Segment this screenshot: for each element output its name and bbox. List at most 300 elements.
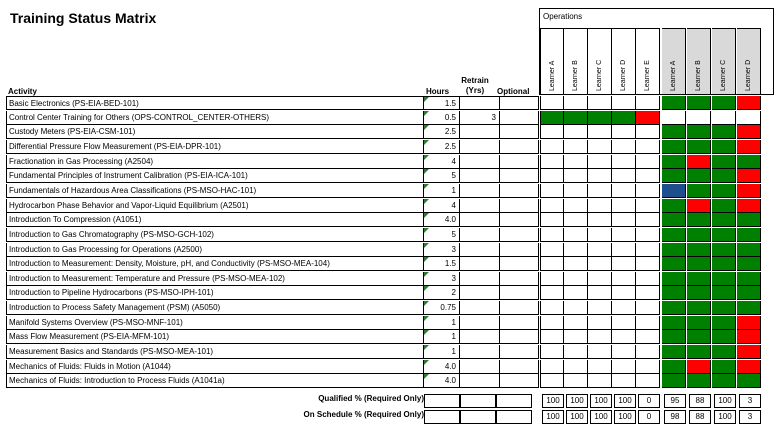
- status-cell[interactable]: [737, 243, 761, 257]
- table-row[interactable]: [6, 301, 776, 315]
- status-cell[interactable]: [612, 111, 636, 125]
- retrain-cell: [460, 184, 500, 198]
- status-cell[interactable]: [636, 374, 660, 388]
- optional-cell: [500, 360, 539, 374]
- status-cell[interactable]: [588, 257, 612, 271]
- status-cell[interactable]: [687, 243, 711, 257]
- status-cell[interactable]: [687, 169, 711, 183]
- status-cell[interactable]: [662, 111, 686, 125]
- status-cell[interactable]: [687, 213, 711, 227]
- hours-value: 2.5: [444, 127, 456, 136]
- schedule-percent-cell: 100: [714, 410, 736, 424]
- status-cell[interactable]: [712, 140, 736, 154]
- optional-cell: [500, 96, 539, 110]
- table-row[interactable]: [6, 374, 776, 388]
- status-cell[interactable]: [712, 286, 736, 300]
- status-cell[interactable]: [612, 140, 636, 154]
- hours-cell: [424, 257, 460, 271]
- status-cell[interactable]: [636, 301, 660, 315]
- cell-marker-icon: [424, 330, 429, 335]
- status-cell[interactable]: [588, 169, 612, 183]
- status-cell[interactable]: [612, 155, 636, 169]
- status-cell[interactable]: [636, 213, 660, 227]
- status-cell[interactable]: [687, 286, 711, 300]
- hours-value: 2: [451, 288, 456, 297]
- status-cell[interactable]: [737, 155, 761, 169]
- status-cell[interactable]: [687, 96, 711, 110]
- status-cell[interactable]: [636, 257, 660, 271]
- optional-cell: [500, 330, 539, 344]
- retrain-cell: [460, 213, 500, 227]
- footer-empty-cell: [424, 394, 460, 408]
- status-cell[interactable]: [540, 286, 564, 300]
- status-cell[interactable]: [564, 374, 588, 388]
- cell-marker-icon: [424, 184, 429, 189]
- status-cell[interactable]: [588, 316, 612, 330]
- status-cell[interactable]: [662, 184, 686, 198]
- status-cell[interactable]: [662, 140, 686, 154]
- table-row[interactable]: [6, 272, 776, 286]
- status-cell[interactable]: [540, 155, 564, 169]
- status-cell[interactable]: [662, 228, 686, 242]
- cell-marker-icon: [424, 111, 429, 116]
- status-cell[interactable]: [737, 213, 761, 227]
- status-cell[interactable]: [588, 184, 612, 198]
- status-cell[interactable]: [662, 243, 686, 257]
- status-cell[interactable]: [662, 169, 686, 183]
- activity-cell: Mechanics of Fluids: Fluids in Motion (A1044): [6, 360, 424, 374]
- learner-header-cell: [564, 28, 588, 95]
- status-cell[interactable]: [612, 301, 636, 315]
- status-cell[interactable]: [737, 184, 761, 198]
- status-cell[interactable]: [636, 140, 660, 154]
- status-cell[interactable]: [636, 272, 660, 286]
- cell-marker-icon: [424, 345, 429, 350]
- status-cell[interactable]: [712, 243, 736, 257]
- status-cell[interactable]: [662, 286, 686, 300]
- status-cell[interactable]: [588, 96, 612, 110]
- qualified-percent-cell: 100: [714, 394, 736, 408]
- status-cell[interactable]: [612, 374, 636, 388]
- activity-cell: Introduction to Measurement: Temperature and Pressure (PS-MSO-MEA-102): [6, 272, 424, 286]
- status-cell[interactable]: [687, 257, 711, 271]
- hours-cell: [424, 96, 460, 110]
- status-cell[interactable]: [636, 286, 660, 300]
- status-cell[interactable]: [588, 301, 612, 315]
- status-cell[interactable]: [564, 272, 588, 286]
- retrain-cell: [460, 243, 500, 257]
- hours-cell: [424, 155, 460, 169]
- status-cell[interactable]: [636, 345, 660, 359]
- hours-value: 4.0: [444, 376, 456, 385]
- status-cell[interactable]: [712, 184, 736, 198]
- learner-name: Learner E: [644, 60, 651, 91]
- retrain-header: Retrain (Yrs): [461, 76, 489, 95]
- cell-marker-icon: [424, 301, 429, 306]
- table-row[interactable]: [6, 228, 776, 242]
- status-cell[interactable]: [687, 155, 711, 169]
- activity-cell: Measurement Basics and Standards (PS-MSO-MEA-101): [6, 345, 424, 359]
- status-cell[interactable]: [687, 330, 711, 344]
- status-cell[interactable]: [540, 125, 564, 139]
- status-cell[interactable]: [737, 199, 761, 213]
- status-cell[interactable]: [636, 184, 660, 198]
- status-cell[interactable]: [564, 345, 588, 359]
- status-cell[interactable]: [662, 96, 686, 110]
- status-cell[interactable]: [712, 111, 736, 125]
- retrain-cell: [460, 316, 500, 330]
- table-row[interactable]: [6, 111, 776, 125]
- hours-value: 4: [451, 157, 456, 166]
- table-row[interactable]: [6, 213, 776, 227]
- retrain-cell: [460, 272, 500, 286]
- status-cell[interactable]: [564, 228, 588, 242]
- status-cell[interactable]: [712, 330, 736, 344]
- hours-value: 1: [451, 347, 456, 356]
- status-cell[interactable]: [564, 316, 588, 330]
- table-row[interactable]: [6, 360, 776, 374]
- learner-name: Learner A: [549, 60, 556, 91]
- status-cell[interactable]: [564, 140, 588, 154]
- table-row[interactable]: [6, 140, 776, 154]
- activity-cell: Differential Pressure Flow Measurement (PS-EIA-DPR-101): [6, 140, 424, 154]
- retrain-cell: [460, 286, 500, 300]
- status-cell[interactable]: [540, 316, 564, 330]
- status-cell[interactable]: [588, 272, 612, 286]
- status-cell[interactable]: [564, 155, 588, 169]
- status-cell[interactable]: [662, 360, 686, 374]
- status-cell[interactable]: [564, 184, 588, 198]
- status-cell[interactable]: [737, 286, 761, 300]
- status-cell[interactable]: [636, 169, 660, 183]
- hours-value: 3: [451, 274, 456, 283]
- status-cell[interactable]: [636, 228, 660, 242]
- status-cell[interactable]: [687, 272, 711, 286]
- status-cell[interactable]: [588, 243, 612, 257]
- table-row[interactable]: [6, 169, 776, 183]
- status-cell[interactable]: [540, 111, 564, 125]
- status-cell[interactable]: [564, 213, 588, 227]
- status-cell[interactable]: [712, 228, 736, 242]
- status-cell[interactable]: [588, 345, 612, 359]
- activity-cell: Introduction to Gas Processing for Operations (A2500): [6, 243, 424, 257]
- status-cell[interactable]: [612, 360, 636, 374]
- status-cell[interactable]: [712, 155, 736, 169]
- status-cell[interactable]: [564, 286, 588, 300]
- status-cell[interactable]: [540, 140, 564, 154]
- schedule-percent-cell: 88: [689, 410, 711, 424]
- status-cell[interactable]: [612, 257, 636, 271]
- activity-cell: Fundamental Principles of Instrument Calibration (PS-EIA-ICA-101): [6, 169, 424, 183]
- status-cell[interactable]: [636, 111, 660, 125]
- optional-cell: [500, 316, 539, 330]
- status-cell[interactable]: [687, 374, 711, 388]
- status-cell[interactable]: [612, 243, 636, 257]
- status-cell[interactable]: [662, 272, 686, 286]
- status-cell[interactable]: [687, 345, 711, 359]
- status-cell[interactable]: [712, 213, 736, 227]
- status-cell[interactable]: [737, 345, 761, 359]
- status-cell[interactable]: [662, 155, 686, 169]
- table-row[interactable]: [6, 155, 776, 169]
- qualified-percent-cell: 88: [689, 394, 711, 408]
- hours-cell: [424, 111, 460, 125]
- status-cell[interactable]: [737, 257, 761, 271]
- learner-name: Learner B: [695, 60, 702, 91]
- status-cell[interactable]: [540, 301, 564, 315]
- status-cell[interactable]: [737, 169, 761, 183]
- activity-cell: Basic Electronics (PS-EIA-BED-101): [6, 96, 424, 110]
- optional-cell: [500, 169, 539, 183]
- status-cell[interactable]: [588, 155, 612, 169]
- status-cell[interactable]: [737, 330, 761, 344]
- status-cell[interactable]: [712, 316, 736, 330]
- table-row[interactable]: [6, 125, 776, 139]
- status-cell[interactable]: [662, 257, 686, 271]
- status-cell[interactable]: [564, 360, 588, 374]
- hours-value: 1: [451, 186, 456, 195]
- status-cell[interactable]: [540, 374, 564, 388]
- optional-cell: [500, 374, 539, 388]
- status-cell[interactable]: [540, 184, 564, 198]
- activity-cell: Introduction To Compression (A1051): [6, 213, 424, 227]
- status-cell[interactable]: [612, 125, 636, 139]
- schedule-percent-cell: 3: [739, 410, 761, 424]
- table-row[interactable]: [6, 345, 776, 359]
- optional-cell: [500, 301, 539, 315]
- status-cell[interactable]: [540, 96, 564, 110]
- status-cell[interactable]: [588, 374, 612, 388]
- optional-header: Optional: [497, 87, 530, 96]
- schedule-percent-cell: 98: [664, 410, 686, 424]
- status-cell[interactable]: [588, 228, 612, 242]
- hours-value: 0.5: [444, 113, 456, 122]
- status-cell[interactable]: [588, 125, 612, 139]
- status-cell[interactable]: [662, 301, 686, 315]
- status-cell[interactable]: [540, 213, 564, 227]
- cell-marker-icon: [424, 257, 429, 262]
- retrain-cell: [460, 199, 500, 213]
- hours-value: 0.75: [440, 303, 456, 312]
- status-cell[interactable]: [687, 199, 711, 213]
- status-cell[interactable]: [737, 96, 761, 110]
- learner-header-cell: [662, 28, 686, 95]
- table-row[interactable]: [6, 257, 776, 271]
- status-cell[interactable]: [712, 272, 736, 286]
- status-cell[interactable]: [564, 125, 588, 139]
- status-cell[interactable]: [712, 125, 736, 139]
- hours-cell: [424, 374, 460, 388]
- cell-marker-icon: [424, 155, 429, 160]
- learner-name: Learner C: [720, 59, 727, 91]
- hours-value: 2.5: [444, 142, 456, 151]
- status-cell[interactable]: [540, 330, 564, 344]
- hours-value: 1: [451, 332, 456, 341]
- status-cell[interactable]: [564, 96, 588, 110]
- status-cell[interactable]: [636, 243, 660, 257]
- learner-header-cell: [712, 28, 736, 95]
- status-cell[interactable]: [687, 125, 711, 139]
- status-cell[interactable]: [712, 360, 736, 374]
- status-cell[interactable]: [636, 199, 660, 213]
- status-cell[interactable]: [662, 125, 686, 139]
- status-cell[interactable]: [588, 111, 612, 125]
- table-row[interactable]: [6, 199, 776, 213]
- hours-value: 1.5: [444, 99, 456, 108]
- optional-cell: [500, 140, 539, 154]
- status-cell[interactable]: [636, 155, 660, 169]
- hours-cell: [424, 286, 460, 300]
- status-cell[interactable]: [540, 360, 564, 374]
- status-cell[interactable]: [687, 140, 711, 154]
- status-cell[interactable]: [564, 169, 588, 183]
- table-row[interactable]: [6, 286, 776, 300]
- table-row[interactable]: [6, 330, 776, 344]
- status-cell[interactable]: [636, 125, 660, 139]
- status-cell[interactable]: [612, 330, 636, 344]
- status-cell[interactable]: [540, 272, 564, 286]
- hours-value: 3: [451, 245, 456, 254]
- status-cell[interactable]: [564, 199, 588, 213]
- status-cell[interactable]: [564, 301, 588, 315]
- optional-cell: [500, 213, 539, 227]
- cell-marker-icon: [424, 272, 429, 277]
- status-cell[interactable]: [737, 374, 761, 388]
- status-cell[interactable]: [712, 257, 736, 271]
- activity-header: Activity: [8, 87, 37, 96]
- retrain-cell: 3: [460, 111, 500, 125]
- status-cell[interactable]: [712, 345, 736, 359]
- status-cell[interactable]: [662, 330, 686, 344]
- status-cell[interactable]: [588, 140, 612, 154]
- status-cell[interactable]: [662, 316, 686, 330]
- hours-value: 1: [451, 318, 456, 327]
- status-cell[interactable]: [540, 199, 564, 213]
- activity-cell: Fundamentals of Hazardous Area Classifications (PS-MSO-HAC-101): [6, 184, 424, 198]
- status-cell[interactable]: [712, 301, 736, 315]
- status-cell[interactable]: [737, 125, 761, 139]
- hours-cell: [424, 140, 460, 154]
- status-cell[interactable]: [712, 169, 736, 183]
- status-cell[interactable]: [662, 213, 686, 227]
- status-cell[interactable]: [636, 96, 660, 110]
- table-row[interactable]: [6, 184, 776, 198]
- status-cell[interactable]: [687, 360, 711, 374]
- status-cell[interactable]: [636, 360, 660, 374]
- schedule-percent-cell: 100: [614, 410, 636, 424]
- status-cell[interactable]: [612, 184, 636, 198]
- status-cell[interactable]: [540, 243, 564, 257]
- hours-value: 1.5: [444, 259, 456, 268]
- status-cell[interactable]: [612, 199, 636, 213]
- status-cell[interactable]: [588, 199, 612, 213]
- status-cell[interactable]: [612, 213, 636, 227]
- hours-value: 4.0: [444, 362, 456, 371]
- status-cell[interactable]: [612, 169, 636, 183]
- status-cell[interactable]: [564, 257, 588, 271]
- status-cell[interactable]: [712, 199, 736, 213]
- activity-cell: Control Center Training for Others (OPS-CONTROL_CENTER-OTHERS): [6, 111, 424, 125]
- table-row[interactable]: [6, 243, 776, 257]
- status-cell[interactable]: [612, 228, 636, 242]
- status-cell[interactable]: [612, 345, 636, 359]
- hours-cell: [424, 169, 460, 183]
- status-cell[interactable]: [737, 301, 761, 315]
- status-cell[interactable]: [687, 184, 711, 198]
- status-cell[interactable]: [636, 316, 660, 330]
- status-cell[interactable]: [662, 345, 686, 359]
- status-cell[interactable]: [612, 96, 636, 110]
- cell-marker-icon: [424, 169, 429, 174]
- optional-cell: [500, 272, 539, 286]
- schedule-percent-cell: 100: [590, 410, 612, 424]
- status-cell[interactable]: [737, 111, 761, 125]
- hours-value: 5: [451, 171, 456, 180]
- status-cell[interactable]: [662, 199, 686, 213]
- qualified-percent-cell: 100: [566, 394, 588, 408]
- hours-cell: [424, 360, 460, 374]
- cell-marker-icon: [424, 286, 429, 291]
- table-row[interactable]: [6, 96, 776, 110]
- status-cell[interactable]: [737, 316, 761, 330]
- status-cell[interactable]: [737, 228, 761, 242]
- status-cell[interactable]: [540, 169, 564, 183]
- activity-cell: Introduction to Measurement: Density, Moisture, pH, and Conductivity (PS-MSO-MEA-104): [6, 257, 424, 271]
- retrain-cell: [460, 155, 500, 169]
- status-cell[interactable]: [564, 243, 588, 257]
- status-cell[interactable]: [588, 286, 612, 300]
- status-cell[interactable]: [612, 286, 636, 300]
- status-cell[interactable]: [564, 330, 588, 344]
- hours-value: 4.0: [444, 215, 456, 224]
- status-cell[interactable]: [737, 272, 761, 286]
- status-cell[interactable]: [687, 111, 711, 125]
- status-cell[interactable]: [687, 316, 711, 330]
- status-cell[interactable]: [588, 330, 612, 344]
- status-cell[interactable]: [737, 360, 761, 374]
- status-cell[interactable]: [687, 228, 711, 242]
- activity-cell: Introduction to Gas Chromatography (PS-MSO-GCH-102): [6, 228, 424, 242]
- activity-cell: Introduction to Process Safety Management (PSM) (A5050): [6, 301, 424, 315]
- retrain-cell: [460, 374, 500, 388]
- cell-marker-icon: [424, 199, 429, 204]
- learner-name: Learner B: [572, 60, 579, 91]
- hours-value: 4: [451, 201, 456, 210]
- qualified-percent-cell: 95: [664, 394, 686, 408]
- status-cell[interactable]: [712, 96, 736, 110]
- hours-cell: [424, 199, 460, 213]
- status-cell[interactable]: [737, 140, 761, 154]
- activity-cell: Manifold Systems Overview (PS-MSO-MNF-101): [6, 316, 424, 330]
- status-cell[interactable]: [588, 213, 612, 227]
- optional-cell: [500, 184, 539, 198]
- status-cell[interactable]: [540, 257, 564, 271]
- status-cell[interactable]: [540, 228, 564, 242]
- status-cell[interactable]: [540, 345, 564, 359]
- status-cell[interactable]: [662, 374, 686, 388]
- status-cell[interactable]: [588, 360, 612, 374]
- status-cell[interactable]: [687, 301, 711, 315]
- table-row[interactable]: [6, 316, 776, 330]
- cell-marker-icon: [424, 213, 429, 218]
- retrain-cell: [460, 228, 500, 242]
- status-cell[interactable]: [612, 316, 636, 330]
- status-cell[interactable]: [564, 111, 588, 125]
- status-cell[interactable]: [612, 272, 636, 286]
- operations-label: Operations: [543, 12, 583, 21]
- status-cell[interactable]: [636, 330, 660, 344]
- status-cell[interactable]: [712, 374, 736, 388]
